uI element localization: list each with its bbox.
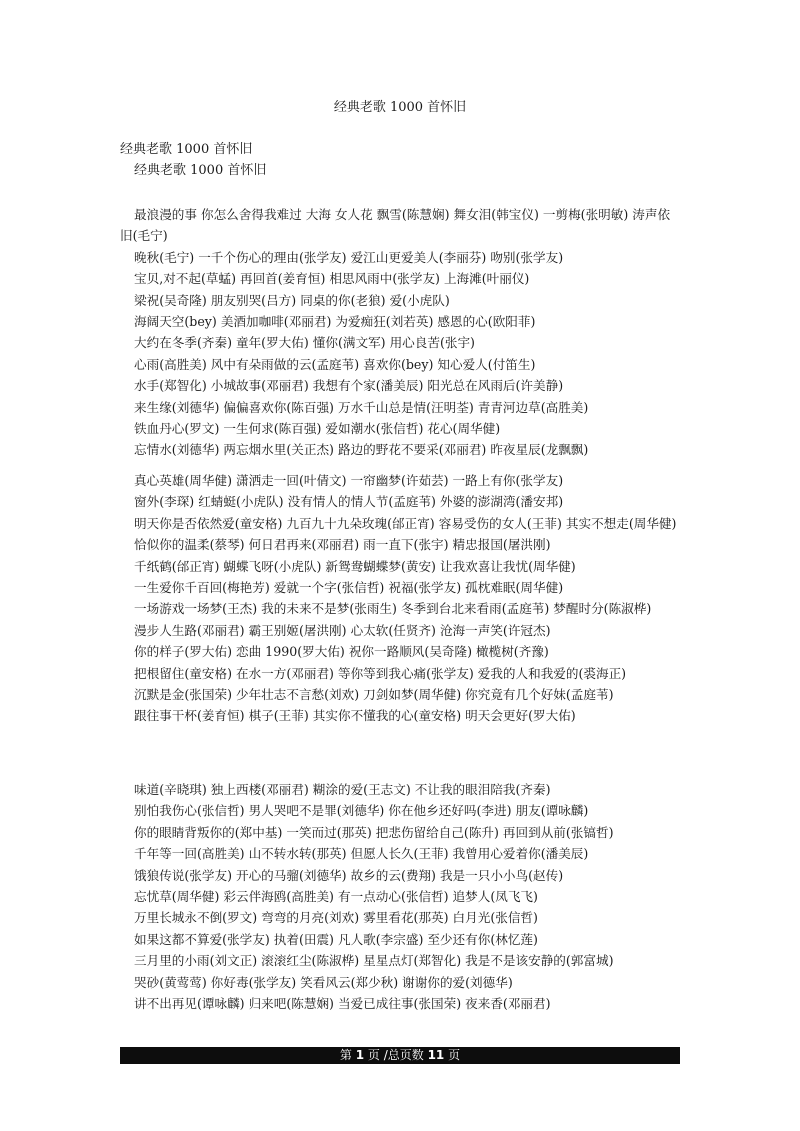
song-line: 忘忧草(周华健) 彩云伴海鸥(高胜美) 有一点动心(张信哲) 追梦人(凤飞飞) [134, 889, 538, 905]
song-line: 别怕我伤心(张信哲) 男人哭吧不是罪(刘德华) 你在他乡还好吗(李进) 朋友(谭咏麟) [134, 803, 589, 819]
song-paragraph-2 [120, 470, 680, 727]
song-line: 一场游戏一场梦(王杰) 我的未来不是梦(张雨生) 冬季到台北来看雨(孟庭苇) 梦醒时分(陈淑桦) [134, 601, 652, 617]
song-line: 味道(辛晓琪) 独上西楼(邓丽君) 糊涂的爱(王志文) 不让我的眼泪陪我(齐秦) [134, 782, 551, 797]
song-line: 宝贝,对不起(草蜢) 再回首(姜育恒) 相思风雨中(张学友) 上海滩(叶丽仪) [134, 271, 530, 287]
song-line: 把根留住(童安格) 在水一方(邓丽君) 等你等到我心痛(张学友) 爱我的人和我爱的(裘海正) [134, 665, 627, 681]
song-line: 最浪漫的事 你怎么舍得我难过 大海 女人花 飘雪(陈慧娴) 舞女泪(韩宝仪) 一剪梅(张明敏) 涛声依旧(毛宁) [120, 207, 671, 244]
section-subheading: 经典老歌 1000 首怀旧 [134, 163, 267, 178]
song-line: 恰似你的温柔(蔡琴) 何日君再来(邓丽君) 雨一直下(张宇) 精忠报国(屠洪刚) [134, 537, 551, 553]
song-line: 三月里的小雨(刘文正) 滚滚红尘(陈淑桦) 星星点灯(郑智化) 我是不是该安静的(郭富城) [134, 953, 614, 969]
song-line: 铁血丹心(罗文) 一生何求(陈百强) 爱如潮水(张信哲) 花心(周华健) [134, 421, 501, 437]
song-line: 一生爱你千百回(梅艳芳) 爱就一个字(张信哲) 祝福(张学友) 孤枕难眠(周华健) [134, 580, 564, 596]
song-line: 沉默是金(张国荣) 少年壮志不言愁(刘欢) 刀剑如梦(周华健) 你究竟有几个好妹(孟庭苇) [134, 687, 614, 703]
song-paragraph-1 [120, 204, 680, 461]
song-paragraph-3 [120, 779, 680, 1014]
page-footer [120, 1047, 680, 1064]
section-heading: 经典老歌 1000 首怀旧 [120, 142, 253, 157]
song-line: 讲不出再见(谭咏麟) 归来吧(陈慧娴) 当爱已成往事(张国荣) 夜来香(邓丽君) [134, 996, 551, 1012]
song-line: 饿狼传说(张学友) 开心的马骝(刘德华) 故乡的云(费翔) 我是一只小小鸟(赵传) [134, 867, 564, 883]
document-title: 经典老歌 1000 首怀旧 [333, 100, 467, 115]
song-line: 如果这都不算爱(张学友) 执着(田震) 凡人歌(李宗盛) 至少还有你(林忆莲) [134, 931, 538, 947]
footer-suffix: 页 [448, 1048, 461, 1062]
song-line: 哭砂(黄莺莺) 你好毒(张学友) 笑看风云(郑少秋) 谢谢你的爱(刘德华) [134, 974, 513, 990]
song-line: 大约在冬季(齐秦) 童年(罗大佑) 懂你(满文军) 用心良苦(张宇) [134, 335, 475, 351]
song-line: 千纸鹤(邰正宵) 蝴蝶飞呀(小虎队) 新鸳鸯蝴蝶梦(黄安) 让我欢喜让我忧(周华健) [134, 558, 576, 574]
footer-prefix: 第 [339, 1048, 352, 1062]
song-line: 明天你是否依然爱(童安格) 九百九十九朵玫瑰(邰正宵) 容易受伤的女人(王菲) 其实不想走(周华健) [134, 515, 677, 531]
song-line: 梁祝(吴奇隆) 朋友别哭(吕方) 同桌的你(老狼) 爱(小虎队) [134, 292, 450, 308]
song-line: 千年等一回(高胜美) 山不转水转(那英) 但愿人长久(王菲) 我曾用心爱着你(潘美辰) [134, 846, 589, 862]
song-line: 忘情水(刘德华) 两忘烟水里(关正杰) 路边的野花不要采(邓丽君) 昨夜星辰(龙飘飘) [134, 442, 589, 458]
song-line: 真心英雄(周华健) 潇洒走一回(叶倩文) 一帘幽梦(许茹芸) 一路上有你(张学友) [134, 473, 564, 488]
song-line: 你的眼睛背叛你的(郑中基) 一笑而过(那英) 把悲伤留给自己(陈升) 再回到从前(张镐哲) [134, 824, 614, 840]
song-line: 晚秋(毛宁) 一千个伤心的理由(张学友) 爱江山更爱美人(李丽芬) 吻别(张学友) [134, 249, 564, 265]
song-line: 水手(郑智化) 小城故事(邓丽君) 我想有个家(潘美辰) 阳光总在风雨后(许美静) [134, 378, 564, 394]
song-line: 海阔天空(bey) 美酒加咖啡(邓丽君) 为爱痴狂(刘若英) 感恩的心(欧阳菲) [134, 314, 536, 330]
song-line: 来生缘(刘德华) 偏偏喜欢你(陈百强) 万水千山总是情(汪明荃) 青青河边草(高胜美) [134, 399, 589, 415]
song-line: 你的样子(罗大佑) 恋曲 1990(罗大佑) 祝你一路顺风(吴奇隆) 橄榄树(齐豫) [134, 644, 549, 660]
current-page-number: 1 [355, 1048, 365, 1062]
footer-middle: 页 /总页数 [367, 1048, 424, 1062]
song-line: 漫步人生路(邓丽君) 霸王别姬(屠洪刚) 心太软(任贤齐) 沧海一声笑(许冠杰) [134, 622, 551, 638]
song-line: 心雨(高胜美) 风中有朵雨做的云(孟庭苇) 喜欢你(bey) 知心爱人(付笛生) [134, 356, 536, 372]
song-line: 窗外(李琛) 红蜻蜓(小虎队) 没有情人的情人节(孟庭苇) 外婆的澎湖湾(潘安邦) [134, 494, 564, 510]
song-line: 跟往事干杯(姜育恒) 棋子(王菲) 其实你不懂我的心(童安格) 明天会更好(罗大佑) [134, 708, 576, 724]
total-page-count: 11 [427, 1048, 445, 1062]
song-line: 万里长城永不倒(罗文) 弯弯的月亮(刘欢) 雾里看花(那英) 白月光(张信哲) [134, 910, 538, 926]
